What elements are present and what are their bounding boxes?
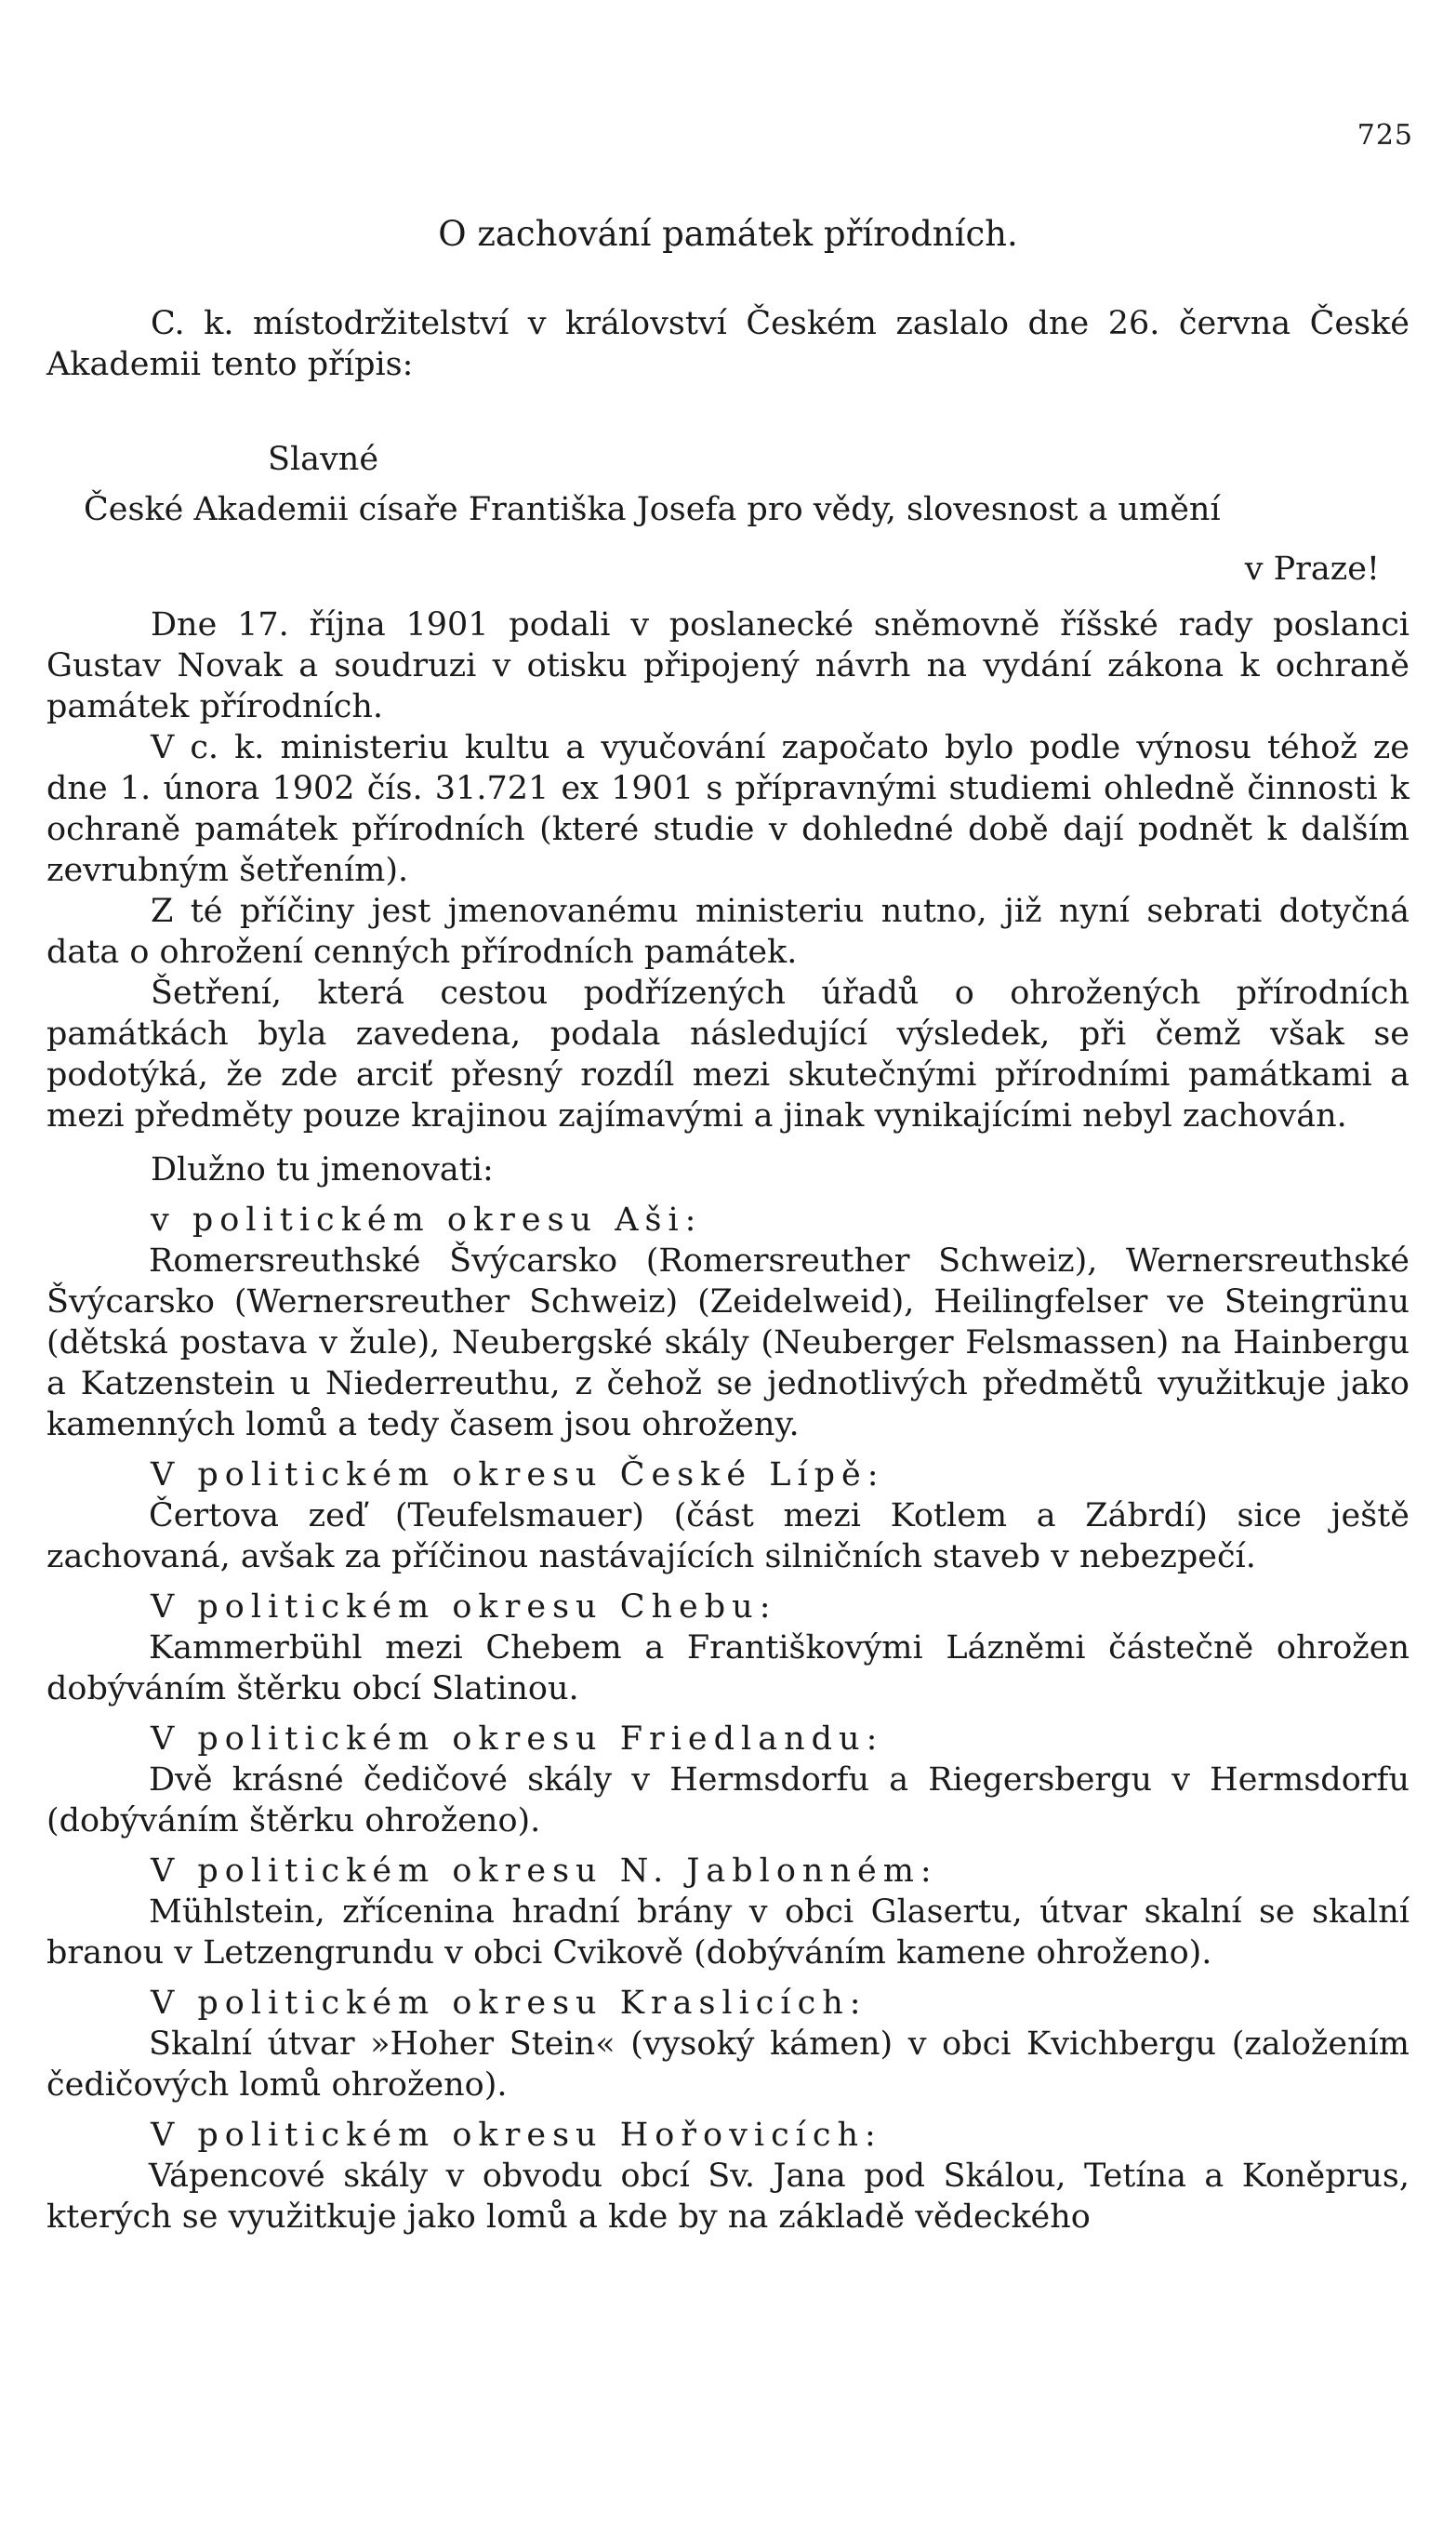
paragraph: V c. k. ministeriu kultu a vyučování započato bylo podle výnosu téhož ze dne 1. února 1902 čís. 31.721 ex 1901 s přípravnými studiemi ohledně činnosti k ochraně památek přírodních (které studie v dohledné době dají podnět k dalším zevrubným šetřením). [46, 729, 1410, 889]
section-heading: V politickém okresu N. Jablonném: [151, 1852, 938, 1890]
section-heading: V politickém okresu Friedlandu: [151, 1720, 884, 1758]
section-heading: v politickém okresu Aši: [151, 1202, 703, 1239]
spacer [46, 1136, 1410, 1149]
section-heading: V politickém okresu České Lípě: [151, 1456, 885, 1494]
section-heading: V politickém okresu Kraslicích: [151, 1985, 867, 2022]
section-text: Kammerbühl mezi Chebem a Františkovými Lázněmi částečně ohrožen dobýváním štěrku obcí Slatinou. [46, 1629, 1410, 1707]
address-recipient: České Akademii císaře Františka Josefa pro vědy, slovesnost a umění [84, 491, 1221, 528]
section-heading: V politickém okresu Chebu: [151, 1588, 777, 1626]
address-city: v Praze! [1244, 551, 1380, 588]
paragraph-enumeration-intro: Dlužno tu jmenovati: [151, 1151, 494, 1188]
section-text: Romersreuthské Švýcarsko (Romersreuther Schweiz), Wernersreuthské Švýcarsko (Wernersreuther Schweiz) (Zeidelweid), Heilingfelser ve Steingrünu (dětská postava v žule), Neubergské skály (Neuberger Felsmassen) na Hainbergu a Katzenstein u Niederreuthu, z čehož se jednotlivých předmětů využitkuje jako kamenných lomů a tedy časem jsou ohroženy. [46, 1242, 1410, 1443]
section-text: Vápencové skály v obvodu obcí Sv. Jana pod Skálou, Tetína a Koněprus, kterých se využitkuje jako lomů a kde by na základě vědeckého [46, 2158, 1410, 2236]
section-text: Skalní útvar »Hoher Stein« (vysoký kámen) v obci Kvichbergu (založením čedičových lomů ohroženo). [46, 2025, 1410, 2104]
intro-paragraph: C. k. místodržitelství v království Českém zaslalo dne 26. června České Akademii tento přípis: [46, 305, 1410, 383]
section-text: Čertova zeď (Teufelsmauer) (část mezi Kotlem a Zábrdí) sice ještě zachovaná, avšak za příčinou nastávajících silničních staveb v nebezpečí. [46, 1497, 1410, 1575]
page-number: 725 [1357, 119, 1413, 152]
section-text: Dvě krásné čedičové skály v Hermsdorfu a Riegersbergu v Hermsdorfu (dobýváním štěrku ohroženo). [46, 1761, 1410, 1839]
address-salutation: Slavné [268, 441, 379, 478]
section-text: Mühlstein, zřícenina hradní brány v obci Glasertu, útvar skalní se skalní branou v Letzengrundu v obci Cvikově (dobýváním kamene ohroženo). [46, 1893, 1410, 1972]
paragraph: Z té příčiny jest jmenovanému ministeriu nutno, již nyní sebrati dotyčná data o ohrožení cenných přírodních památek. [46, 893, 1410, 971]
paragraph: Šetření, která cestou podřízených úřadů o ohrožených přírodních památkách byla zavedena, podala následující výsledek, při čemž však se podotýká, že zde arciť přesný rozdíl mezi skutečnými přírodními památkami a mezi předměty pouze krajinou zajímavými a jinak vynikajícími nebyl zachován. [46, 975, 1410, 1135]
section-heading: V politickém okresu Hořovicích: [151, 2117, 882, 2154]
paragraph: Dne 17. října 1901 podali v poslanecké sněmovně říšské rady poslanci Gustav Novak a soudruzi v otisku připojený návrh na vydání zákona k ochraně památek přírodních. [46, 606, 1410, 725]
letter-body [46, 604, 1410, 2238]
article-title: O zachování památek přírodních. [438, 214, 1018, 254]
